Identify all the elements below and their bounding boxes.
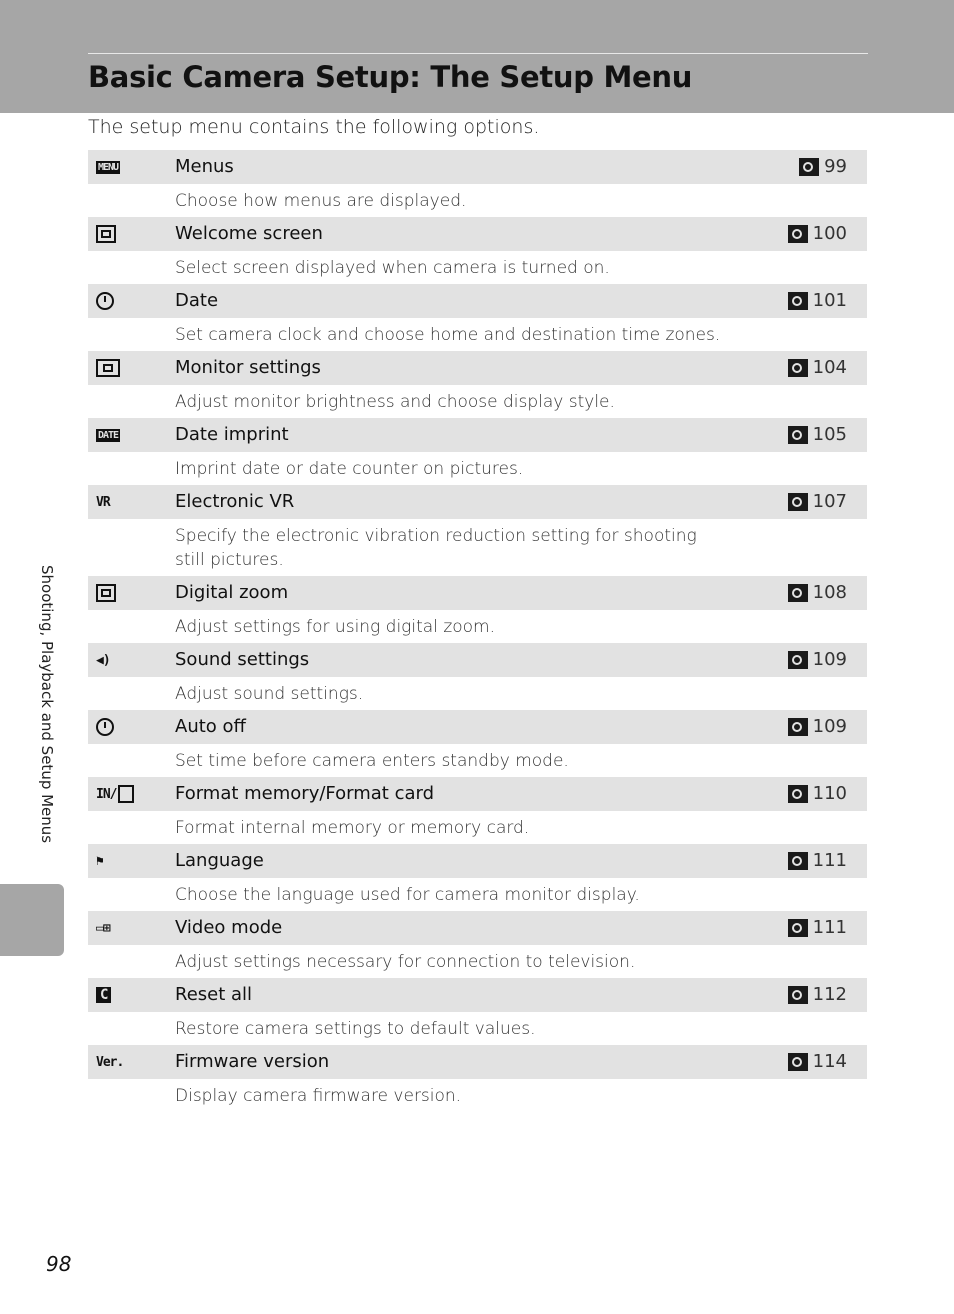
speaker-icon xyxy=(96,648,122,672)
video-mode-icon xyxy=(96,916,122,940)
page-ref-number: 105 xyxy=(812,424,847,445)
format-memory-icon xyxy=(96,782,134,806)
option-description: Restore camera settings to default values. xyxy=(175,1019,536,1039)
option-row xyxy=(88,643,867,677)
page-ref-icon xyxy=(788,852,808,870)
page-ref-icon xyxy=(788,651,808,669)
option-row xyxy=(88,150,867,184)
page-title: Basic Camera Setup: The Setup Menu xyxy=(88,60,693,94)
page-ref-number: 114 xyxy=(812,1051,847,1072)
icon-glyph: C xyxy=(96,987,111,1003)
option-name: Firmware version xyxy=(175,1051,330,1072)
option-name: Electronic VR xyxy=(175,491,295,512)
setup-menu-table xyxy=(88,150,867,1112)
page-ref-number: 109 xyxy=(812,649,847,670)
page-ref-number: 112 xyxy=(812,984,847,1005)
side-section-label: Shooting, Playback and Setup Menus xyxy=(38,565,56,844)
page-number: 98 xyxy=(46,1252,72,1276)
option-description-row xyxy=(88,385,867,418)
page-ref-icon xyxy=(788,359,808,377)
page-reference xyxy=(788,418,847,452)
option-description-row xyxy=(88,744,867,777)
page-reference xyxy=(788,576,847,610)
page-ref-icon xyxy=(788,584,808,602)
page-ref-number: 107 xyxy=(812,491,847,512)
option-name: Video mode xyxy=(175,917,283,938)
page-ref-icon xyxy=(788,785,808,803)
header-rule xyxy=(88,53,868,54)
option-description: Specify the electronic vibration reduction setting for shooting still pictures. xyxy=(175,526,697,570)
page-ref-number: 101 xyxy=(812,290,847,311)
option-name: Reset all xyxy=(175,984,253,1005)
page-ref-icon xyxy=(788,986,808,1004)
option-row xyxy=(88,351,867,385)
option-name: Digital zoom xyxy=(175,582,289,603)
electronic-vr-icon xyxy=(96,490,122,514)
option-row xyxy=(88,576,867,610)
option-row xyxy=(88,418,867,452)
monitor-icon xyxy=(96,356,122,380)
option-description-row xyxy=(88,251,867,284)
page-ref-icon xyxy=(788,493,808,511)
auto-off-icon xyxy=(96,715,122,739)
option-row xyxy=(88,911,867,945)
page-reference xyxy=(788,284,847,318)
option-description-row xyxy=(88,677,867,710)
option-name: Menus xyxy=(175,156,234,177)
option-name: Format memory/Format card xyxy=(175,783,435,804)
page-reference xyxy=(788,911,847,945)
option-description-row xyxy=(88,184,867,217)
option-description-row xyxy=(88,519,867,576)
page-reference xyxy=(788,710,847,744)
digital-zoom-icon xyxy=(96,581,122,605)
page-reference xyxy=(788,777,847,811)
option-name: Monitor settings xyxy=(175,357,321,378)
icon-glyph: ▭⊞ xyxy=(96,920,110,936)
page-reference xyxy=(788,978,847,1012)
header-band xyxy=(0,0,954,113)
option-row xyxy=(88,217,867,251)
page-reference xyxy=(788,844,847,878)
page-ref-number: 109 xyxy=(812,716,847,737)
intro-text: The setup menu contains the following options. xyxy=(88,116,540,138)
firmware-version-icon xyxy=(96,1050,123,1074)
option-row xyxy=(88,777,867,811)
reset-all-icon xyxy=(96,983,122,1007)
icon-glyph: IN/ xyxy=(96,786,117,802)
date-imprint-icon xyxy=(96,423,122,447)
option-description: Set time before camera enters standby mode. xyxy=(175,751,569,771)
option-description-row xyxy=(88,945,867,978)
option-name: Date xyxy=(175,290,219,311)
page-ref-number: 100 xyxy=(812,223,847,244)
option-name: Date imprint xyxy=(175,424,289,445)
option-row xyxy=(88,1045,867,1079)
option-name: Language xyxy=(175,850,264,871)
option-description-row xyxy=(88,610,867,643)
option-description: Adjust settings for using digital zoom. xyxy=(175,617,496,637)
option-row xyxy=(88,978,867,1012)
page-ref-number: 111 xyxy=(812,850,847,871)
option-row xyxy=(88,844,867,878)
option-description-row xyxy=(88,811,867,844)
page-ref-icon xyxy=(788,919,808,937)
icon-glyph: VR xyxy=(96,494,110,510)
clock-icon xyxy=(96,289,122,313)
page-ref-number: 111 xyxy=(812,917,847,938)
icon-glyph: Ver. xyxy=(96,1054,124,1070)
menus-icon xyxy=(96,155,122,179)
icon-glyph: ⚑ xyxy=(96,853,103,869)
option-name: Auto off xyxy=(175,716,246,737)
page-reference xyxy=(788,1045,847,1079)
page-reference xyxy=(788,485,847,519)
option-description-row xyxy=(88,1079,867,1112)
option-description-row xyxy=(88,1012,867,1045)
icon-glyph: ◀) xyxy=(96,652,110,668)
page-ref-icon xyxy=(788,225,808,243)
option-description: Choose how menus are displayed. xyxy=(175,191,467,211)
page-ref-icon xyxy=(788,292,808,310)
option-description: Imprint date or date counter on pictures. xyxy=(175,459,524,479)
page-ref-icon xyxy=(788,426,808,444)
page-reference xyxy=(799,150,847,184)
option-row xyxy=(88,284,867,318)
page-reference xyxy=(788,643,847,677)
page-ref-icon xyxy=(788,718,808,736)
option-description: Choose the language used for camera monitor display. xyxy=(175,885,640,905)
page-ref-number: 110 xyxy=(812,783,847,804)
page-reference xyxy=(788,217,847,251)
option-description: Adjust sound settings. xyxy=(175,684,364,704)
page-ref-icon xyxy=(788,1053,808,1071)
option-name: Welcome screen xyxy=(175,223,323,244)
option-description: Format internal memory or memory card. xyxy=(175,818,530,838)
option-description-row xyxy=(88,318,867,351)
page-ref-number: 99 xyxy=(824,156,847,177)
welcome-screen-icon xyxy=(96,222,122,246)
icon-glyph: MENU xyxy=(98,161,119,173)
option-description-row xyxy=(88,452,867,485)
page-ref-number: 108 xyxy=(812,582,847,603)
language-icon xyxy=(96,849,122,873)
option-description: Set camera clock and choose home and destination time zones. xyxy=(175,325,721,345)
side-tab xyxy=(0,884,64,956)
page-ref-icon xyxy=(799,158,819,176)
option-description-row xyxy=(88,878,867,911)
option-description: Display camera firmware version. xyxy=(175,1086,462,1106)
page-reference xyxy=(788,351,847,385)
page-ref-number: 104 xyxy=(812,357,847,378)
icon-glyph: DATE xyxy=(98,429,119,441)
option-name: Sound settings xyxy=(175,649,310,670)
option-description: Adjust settings necessary for connection to television. xyxy=(175,952,636,972)
option-row xyxy=(88,485,867,519)
option-description: Select screen displayed when camera is turned on. xyxy=(175,258,610,278)
option-row xyxy=(88,710,867,744)
option-description: Adjust monitor brightness and choose display style. xyxy=(175,392,615,412)
